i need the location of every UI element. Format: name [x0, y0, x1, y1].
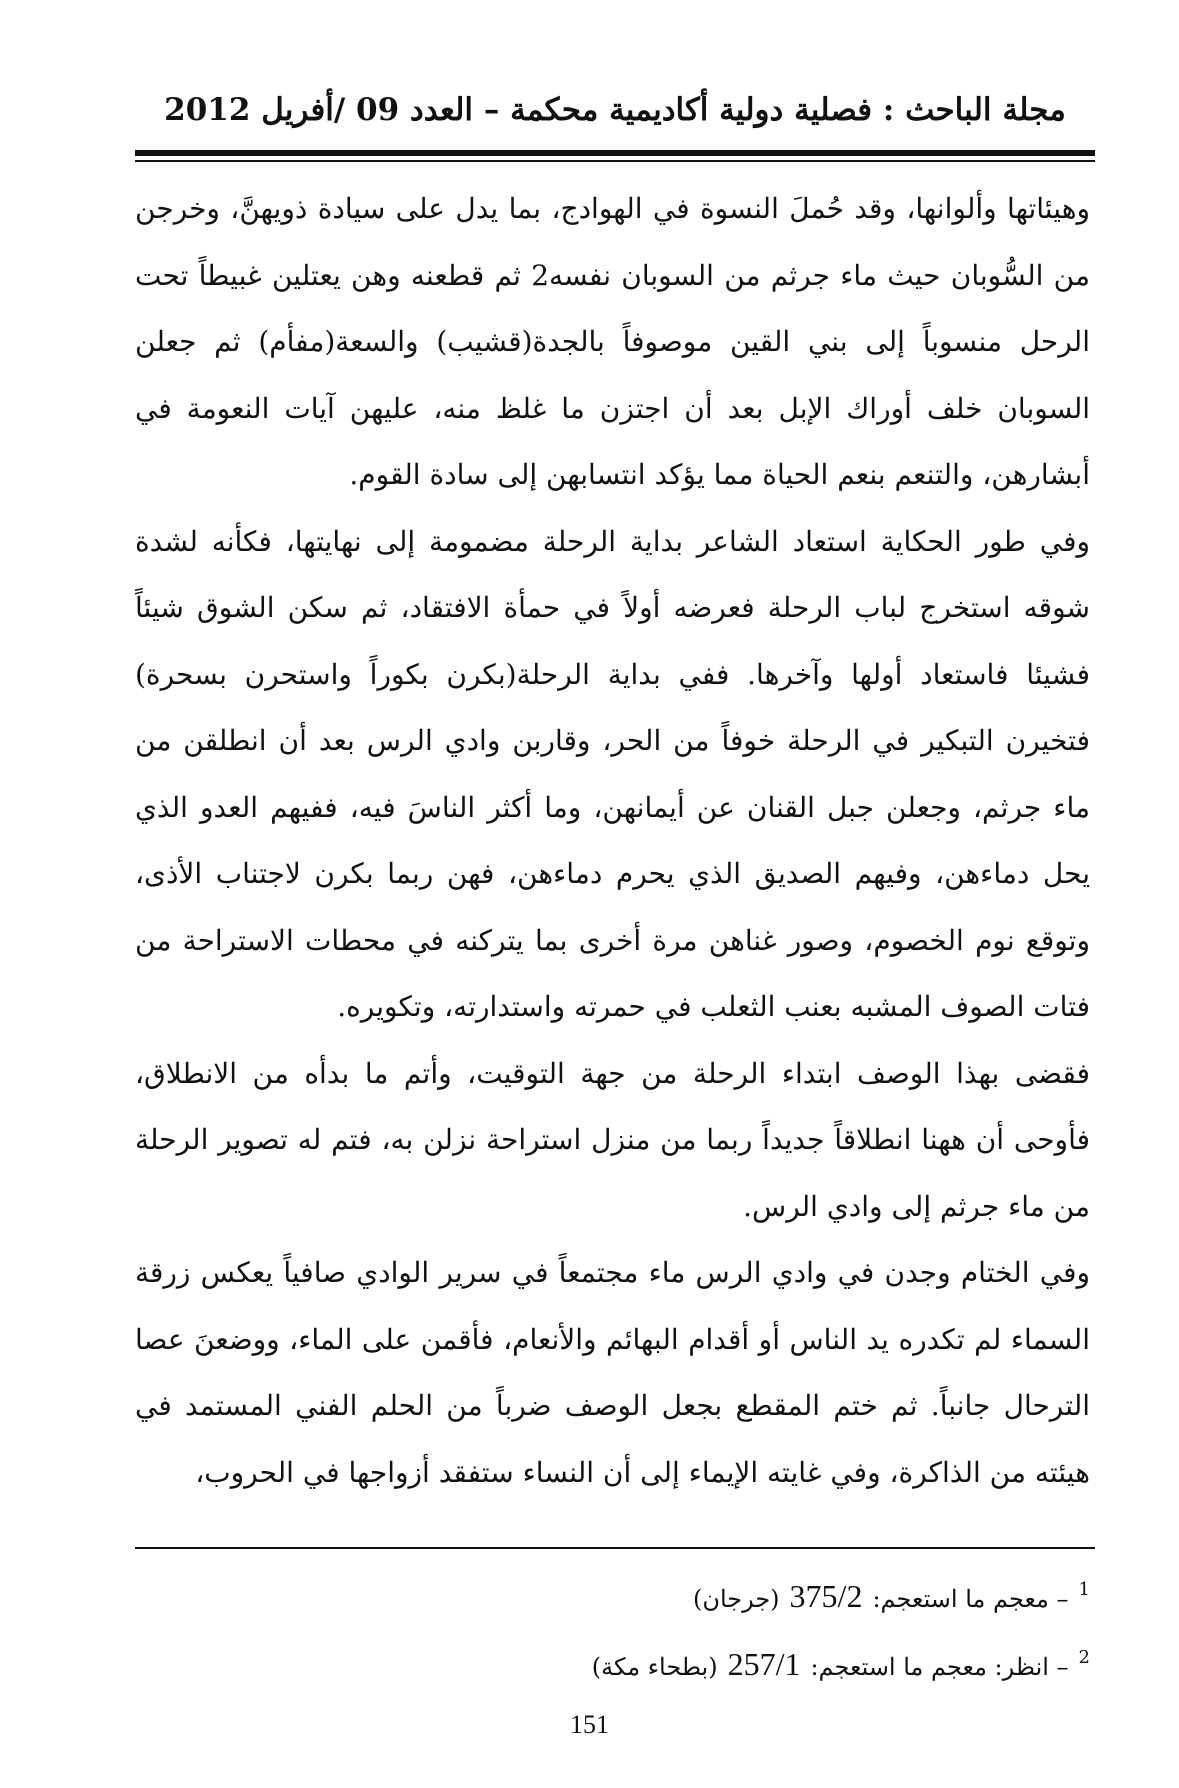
footnote-separator	[135, 1547, 1095, 1549]
footnote-reference: 375/2	[789, 1578, 863, 1614]
paragraph-3: فقضى بهذا الوصف ابتداء الرحلة من جهة التوقيت، وأتم ما بدأه من الانطلاق، فأوحى أن ههنا انطلاقاً جديداً ربما من منزل استراحة نزلن به، فتم له تصوير الرحلة من ماء جرثم إلى وادي الرس.	[135, 1056, 1090, 1223]
header-rule-thick	[135, 150, 1095, 156]
footnote-note: (جرجان)	[692, 1585, 780, 1613]
footnote-1	[135, 1565, 1090, 1633]
footnote-2	[135, 1633, 1090, 1701]
footnote-note: (بطحاء مكة)	[591, 1653, 718, 1681]
paragraph-4: وفي الختام وجدن في وادي الرس ماء مجتمعاً في سرير الوادي صافياً يعكس زرقة السماء لم تكدره يد الناس أو أقدام البهائم والأنعام، فأقمن على الماء، ووضعنَ عصا الترحال جانباً. ثم ختم المقطع بجعل الوصف ضرباً من الحلم الفني المستمد في هيئته من الذاكرة، وفي غايته الإيماء إلى أن النساء ستفقد أزواجها في الحروب،	[135, 1256, 1090, 1489]
page-number: 151	[570, 1710, 609, 1739]
footnotes	[135, 1565, 1090, 1701]
footnote-text: – انظر: معجم ما استعجم:	[810, 1653, 1069, 1681]
footnote-reference: 257/1	[727, 1646, 801, 1682]
footnote-text: – معجم ما استعجم:	[872, 1585, 1069, 1613]
paragraph-2: وفي طور الحكاية استعاد الشاعر بداية الرحلة مضمومة إلى نهايتها، فكأنه لشدة شوقه استخرج لباب الرحلة فعرضه أولاً في حمأة الافتقاد، ثم سكن الشوق شيئاً فشيئا فاستعاد أولها وآخرها. ففي بداية الرحلة(بكرن بكوراً واستحرن بسحرة) فتخيرن التبكير في الرحلة خوفاً من الحر، وقاربن وادي الرس بعد أن انطلقن من ماء جرثم، وجعلن جبل القنان عن أيمانهن، وما أكثر الناسَ فيه، ففيهم العدو الذي يحل دماءهن، وفيهم الصديق الذي يحرم دماءهن، فهن ربما بكرن لاجتناب الأذى، وتوقع نوم الخصوم، وصور غناهن مرة أخرى بما يتركنه في محطات الاستراحة من فتات الصوف المشبه بعنب الثعلب في حمرته واستدارته، وتكويره.	[135, 524, 1090, 1023]
journal-header: مجلة الباحث : فصلية دولية أكاديمية محكمة – العدد 09 /أفريل 2012	[164, 92, 1066, 128]
article-body	[135, 176, 1090, 1506]
paragraph-1: وهيئاتها وألوانها، وقد حُملَ النسوة في الهوادج، بما يدل على سيادة ذويهنَّ، وخرجن من السُّوبان حيث ماء جرثم من السوبان نفسه2 ثم قطعنه وهن يعتلين غبيطاً تحت الرحل منسوباً إلى بني القين موصوفاً بالجدة(قشيب) والسعة(مفأم) ثم جعلن السوبان خلف أوراك الإبل بعد أن اجتزن ما غلظ منه، عليهن آيات النعومة في أبشارهن، والتنعم بنعم الحياة مما يؤكد انتسابهن إلى سادة القوم.	[135, 192, 1090, 491]
footnote-number: 1	[1078, 1579, 1090, 1600]
header-rule-thin	[135, 160, 1095, 162]
footnote-number: 2	[1078, 1647, 1090, 1668]
